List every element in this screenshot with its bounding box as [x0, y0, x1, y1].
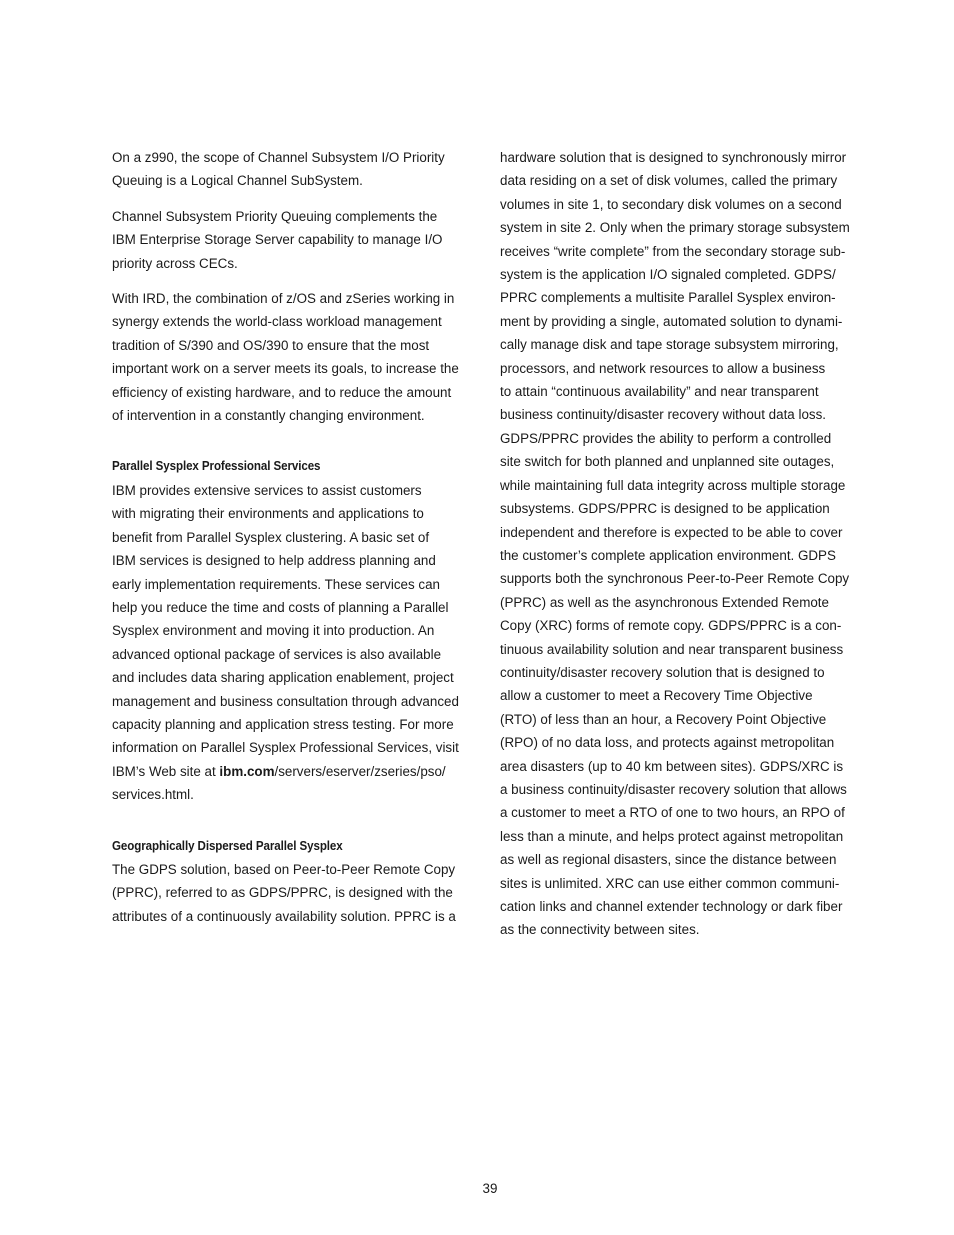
text-line: priority across CECs. — [112, 255, 238, 271]
text-line: advanced optional package of services is also available — [112, 646, 442, 662]
text-line: tradition of S/390 and OS/390 to ensure that the most — [112, 337, 430, 353]
text-line: system in site 2. Only when the primary storage subsystem — [500, 220, 850, 236]
text-line: tinuous availability solution and near transparent business — [500, 641, 844, 657]
text-line: help you reduce the time and costs of planning a Parallel — [112, 599, 449, 615]
text-line: independent and therefore is expected to be able to cover — [500, 524, 843, 540]
text-line: (RTO) of less than an hour, a Recovery Point Objective — [500, 711, 827, 727]
text-line: cally manage disk and tape storage subsystem mirroring, — [500, 337, 839, 353]
text-line: IBM Enterprise Storage Server capability to manage I/O — [112, 232, 443, 248]
url-path: /servers/eserver/zseries/pso/ — [274, 763, 446, 779]
text-line: site switch for both planned and unplanned site outages, — [500, 454, 835, 470]
text-line: Sysplex environment and moving it into production. An — [112, 623, 435, 639]
text-line: early implementation requirements. These services can — [112, 576, 440, 592]
text-line: continuity/disaster recovery solution that is designed to — [500, 664, 825, 680]
page-number: 39 — [482, 1181, 498, 1196]
text-line: (PPRC) as well as the asynchronous Extended Remote — [500, 594, 829, 610]
text-line: processors, and network resources to allow a business — [500, 360, 826, 376]
text-line: allow a customer to meet a Recovery Time Objective — [500, 688, 813, 704]
text-line: volumes in site 1, to secondary disk volumes on a second — [500, 196, 842, 212]
text-line: The GDPS solution, based on Peer-to-Peer Remote Copy — [112, 861, 456, 877]
text-line: efficiency of existing hardware, and to reduce the amount — [112, 384, 452, 400]
text-line: to attain “continuous availability” and near transparent — [500, 384, 819, 400]
paragraph-3 — [112, 287, 484, 427]
left-column — [112, 146, 484, 928]
text-line: synergy extends the world-class workload management — [112, 314, 442, 330]
text-line: services.html. — [112, 787, 194, 803]
text-line: With IRD, the combination of z/OS and zSeries working in — [112, 291, 455, 307]
text-line: of intervention in a constantly changing environment. — [112, 408, 425, 424]
text-line: Copy (XRC) forms of remote copy. GDPS/PPRC is a con- — [500, 618, 842, 634]
text-line: a customer to meet a RTO of one to two hours, an RPO of — [500, 805, 845, 821]
section-professional-services — [112, 455, 484, 806]
text-line: less than a minute, and helps protect against metropolitan — [500, 828, 844, 844]
text-line: as the connectivity between sites. — [500, 922, 700, 938]
section-heading: Geographically Dispersed Parallel Sysplex — [112, 838, 343, 853]
paragraph-2 — [112, 205, 484, 275]
url-domain: ibm.com — [219, 763, 275, 779]
text-line: attributes of a continuously availability solution. PPRC is a — [112, 908, 456, 924]
text-line: information on Parallel Sysplex Professional Services, visit — [112, 740, 459, 756]
text-line: (PPRC), referred to as GDPS/PPRC, is designed with the — [112, 885, 453, 901]
text-line: as well as regional disasters, since the distance between — [500, 852, 837, 868]
text-line: sites is unlimited. XRC can use either common communi- — [500, 875, 840, 891]
text-line: supports both the synchronous Peer-to-Peer Remote Copy — [500, 571, 850, 587]
paragraph-1 — [112, 146, 484, 193]
text-line: Queuing is a Logical Channel SubSystem. — [112, 173, 363, 189]
text-line: area disasters (up to 40 km between sites). GDPS/XRC is — [500, 758, 844, 774]
text-line: with migrating their environments and applications to — [112, 506, 424, 522]
text-line: system is the application I/O signaled completed. GDPS/ — [500, 267, 836, 283]
url-prefix: IBM’s Web site at — [112, 763, 220, 779]
text-line: a business continuity/disaster recovery solution that allows — [500, 781, 847, 797]
text-line: GDPS/PPRC provides the ability to perform a controlled — [500, 430, 832, 446]
text-line: important work on a server meets its goals, to increase the — [112, 361, 459, 377]
url-line — [112, 760, 484, 783]
text-line: (RPO) of no data loss, and protects against metropolitan — [500, 735, 835, 751]
text-line: On a z990, the scope of Channel Subsystem I/O Priority — [112, 150, 445, 165]
text-line: the customer’s complete application environment. GDPS — [500, 547, 836, 563]
text-line: business continuity/disaster recovery without data loss. — [500, 407, 826, 423]
text-line: cation links and channel extender technology or dark fiber — [500, 899, 843, 914]
text-line: IBM services is designed to help address planning and — [112, 553, 436, 569]
text-line: while maintaining full data integrity across multiple storage — [500, 477, 846, 493]
section-heading: Parallel Sysplex Professional Services — [112, 459, 321, 474]
text-line: PPRC complements a multisite Parallel Sysplex environ- — [500, 290, 836, 306]
text-line: subsystems. GDPS/PPRC is designed to be application — [500, 501, 830, 517]
text-line: data residing on a set of disk volumes, called the primary — [500, 173, 838, 189]
text-line: ment by providing a single, automated solution to dynami- — [500, 313, 843, 329]
text-line: benefit from Parallel Sysplex clustering. A basic set of — [112, 529, 430, 545]
text-line: receives “write complete” from the secondary storage sub- — [500, 243, 846, 259]
text-line: IBM provides extensive services to assist customers — [112, 482, 422, 498]
text-line: and includes data sharing application enablement, project — [112, 670, 454, 686]
section-gdps — [112, 835, 484, 929]
text-line: Channel Subsystem Priority Queuing complements the — [112, 208, 438, 224]
text-line: capacity planning and application stress testing. For more — [112, 716, 454, 732]
text-line: management and business consultation through advanced — [112, 693, 459, 709]
right-column — [500, 146, 872, 942]
text-line: hardware solution that is designed to synchronously mirror — [500, 150, 847, 165]
